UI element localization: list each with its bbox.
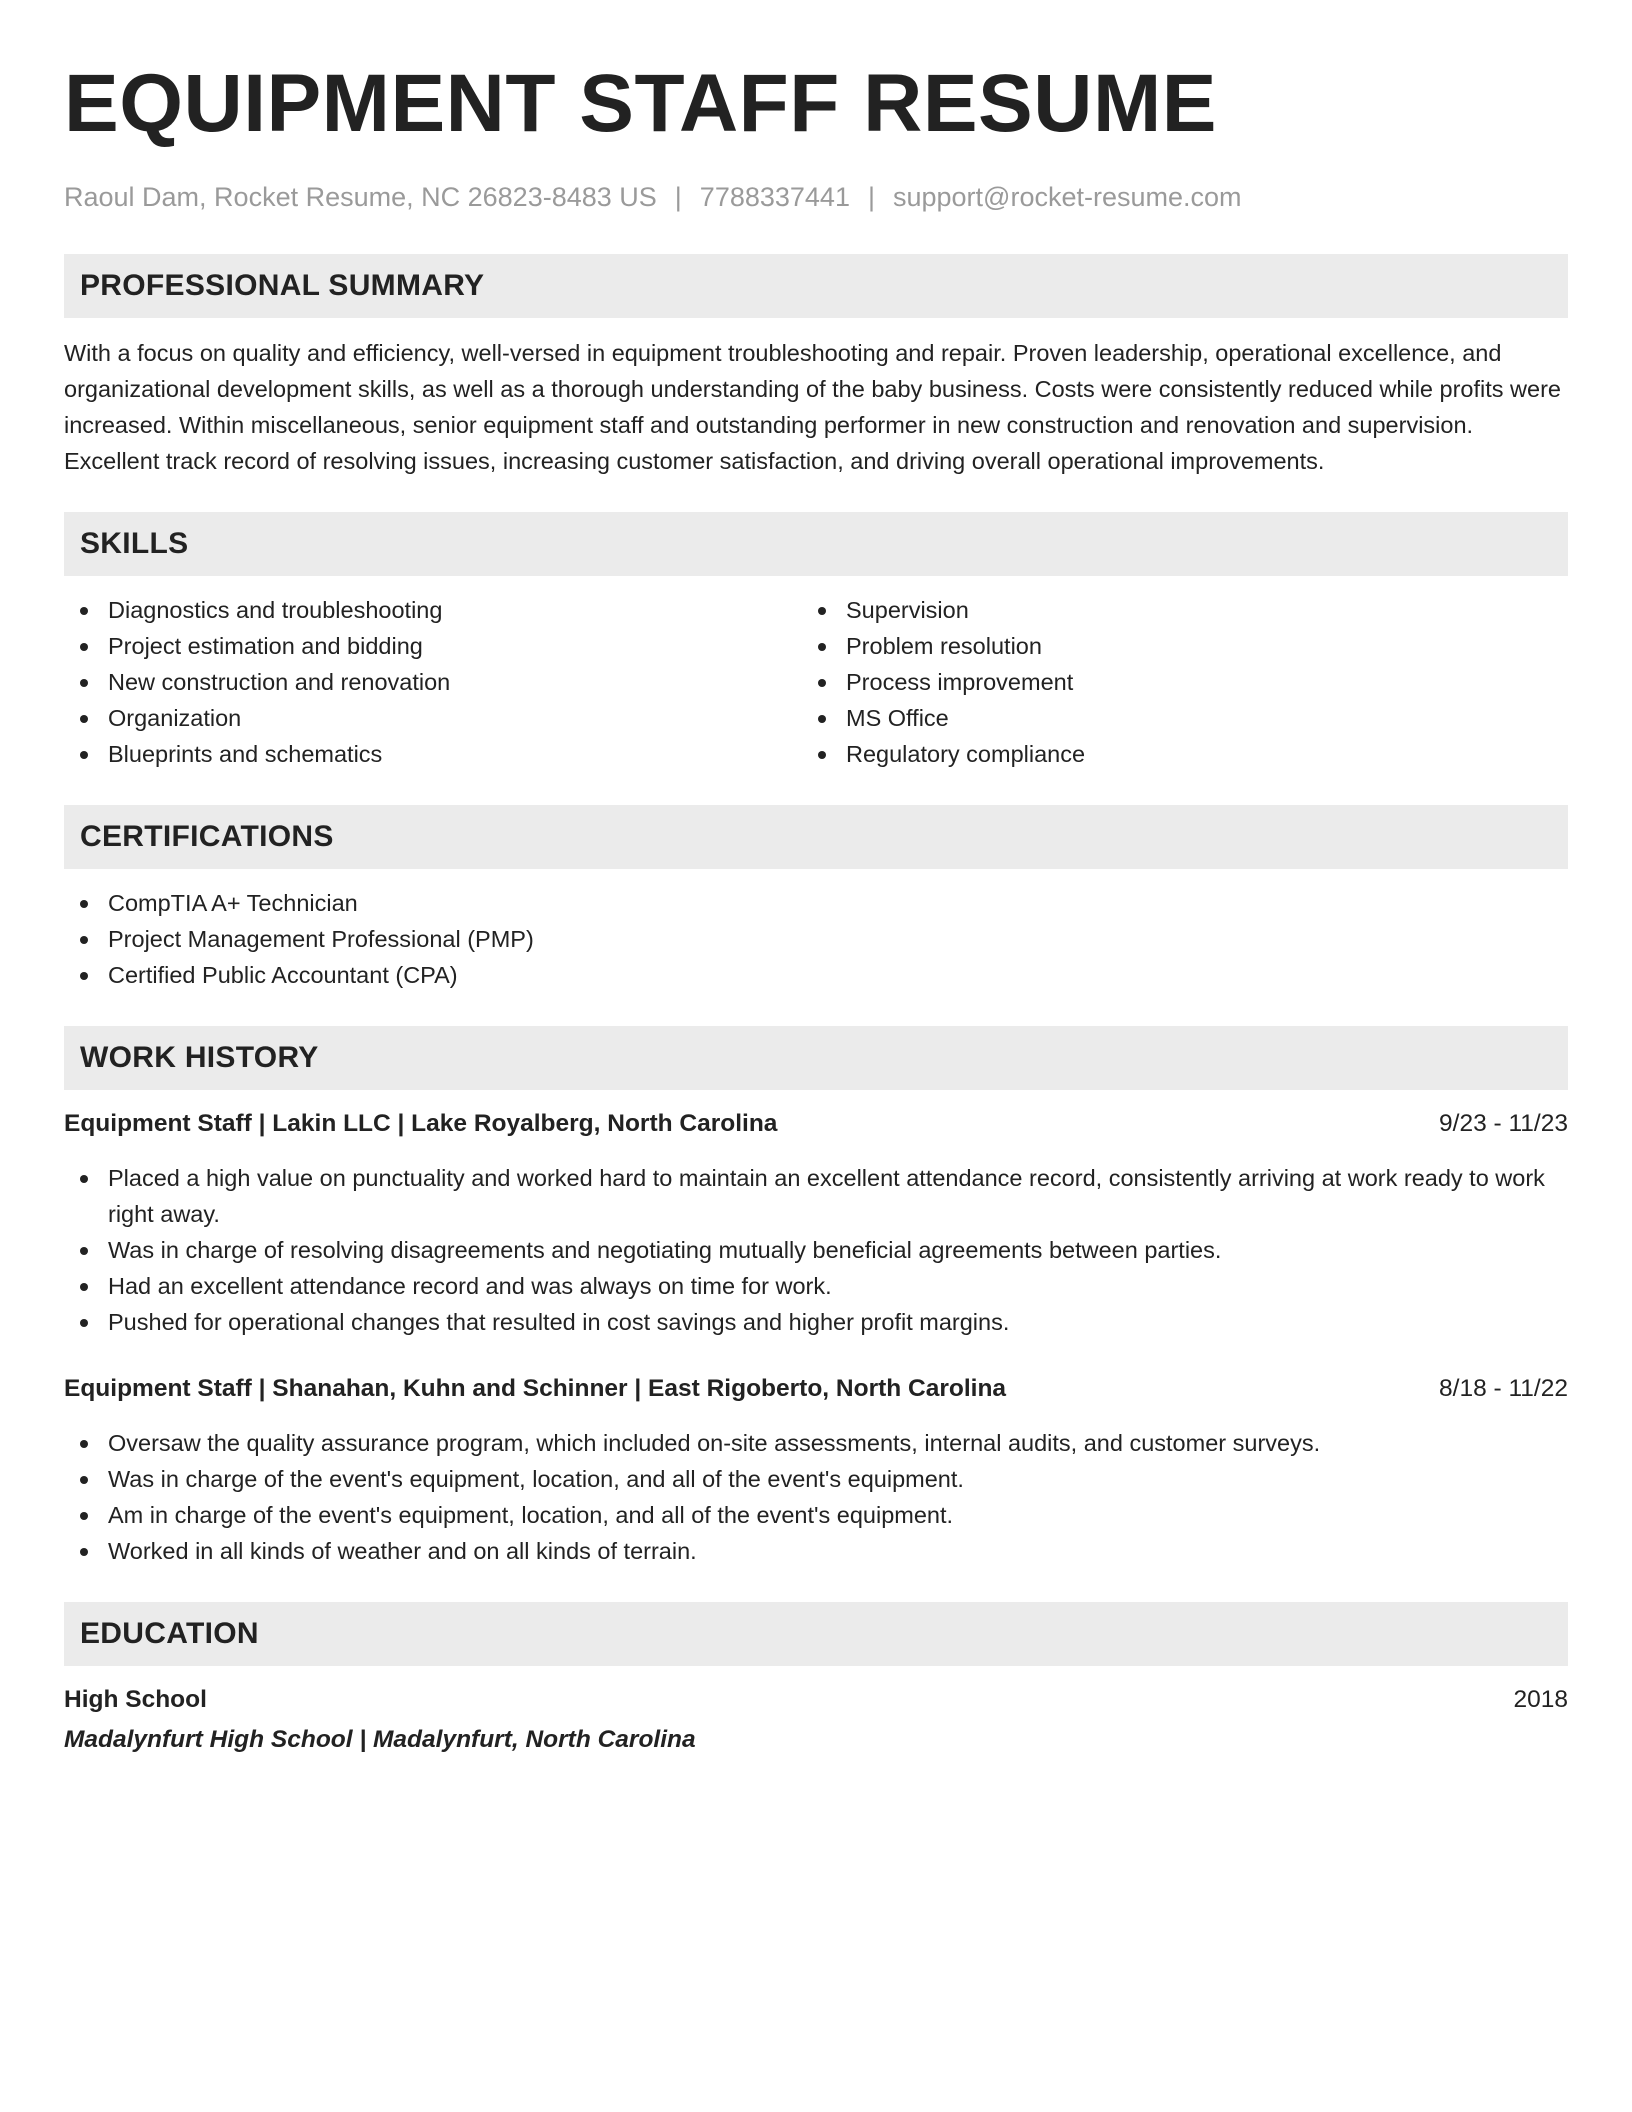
job-header	[64, 1106, 1568, 1142]
certifications-section	[64, 805, 1568, 993]
summary-heading: PROFESSIONAL SUMMARY	[64, 254, 1568, 318]
skill-item: Supervision	[802, 592, 1540, 628]
education-school: Madalynfurt High School | Madalynfurt, North Carolina	[64, 1726, 696, 1753]
contact-separator: |	[867, 182, 875, 212]
skill-item: New construction and renovation	[64, 664, 802, 700]
contact-phone: 7788337441	[699, 182, 850, 212]
certification-item: Certified Public Accountant (CPA)	[64, 957, 1568, 993]
skill-item: Blueprints and schematics	[64, 736, 802, 772]
skill-item: Regulatory compliance	[802, 736, 1540, 772]
contact-separator: |	[674, 182, 682, 212]
contact-address: Raoul Dam, Rocket Resume, NC 26823-8483 US	[64, 182, 657, 212]
job-title: Equipment Staff | Shanahan, Kuhn and Schinner | East Rigoberto, North Carolina	[64, 1375, 1007, 1402]
job-dates: 9/23 - 11/23	[1439, 1110, 1568, 1137]
education-header	[64, 1682, 1568, 1718]
job-bullet: Pushed for operational changes that resulted in cost savings and higher profit margins.	[64, 1304, 1568, 1340]
skill-item: MS Office	[802, 700, 1540, 736]
skills-grid	[64, 592, 1568, 772]
job-bullet: Was in charge of resolving disagreements and negotiating mutually beneficial agreements between parties.	[64, 1232, 1568, 1268]
job-entry	[64, 1371, 1568, 1569]
skill-item: Project estimation and bidding	[64, 628, 802, 664]
contact-line	[64, 180, 1568, 214]
work-history-section	[64, 1026, 1568, 1569]
skills-column-left	[64, 592, 802, 772]
skill-item: Process improvement	[802, 664, 1540, 700]
skills-section	[64, 512, 1568, 772]
job-bullet: Oversaw the quality assurance program, which included on-site assessments, internal audits, and customer surveys.	[64, 1425, 1568, 1461]
skill-item: Problem resolution	[802, 628, 1540, 664]
work-history-heading: WORK HISTORY	[64, 1026, 1568, 1090]
resume-title: EQUIPMENT STAFF RESUME	[64, 58, 1217, 149]
certifications-list	[64, 885, 1568, 993]
skills-column-right	[802, 592, 1540, 772]
job-bullet: Was in charge of the event's equipment, location, and all of the event's equipment.	[64, 1461, 1568, 1497]
job-bullet: Had an excellent attendance record and was always on time for work.	[64, 1268, 1568, 1304]
summary-text: With a focus on quality and efficiency, well-versed in equipment troubleshooting and repair. Proven leadership, operational excellence, and organizational development skills, as well as a thorough understanding of the baby business. Costs were consistently reduced while profits were increased. Within miscellaneous, senior equipment staff and outstanding performer in new construction and renovation and supervision. Excellent track record of resolving issues, increasing customer satisfaction, and driving overall operational improvements.	[64, 340, 1561, 474]
education-section	[64, 1602, 1568, 1758]
certification-item: CompTIA A+ Technician	[64, 885, 1568, 921]
job-bullets	[64, 1425, 1568, 1569]
education-heading: EDUCATION	[64, 1602, 1568, 1666]
job-bullet: Placed a high value on punctuality and worked hard to maintain an excellent attendance record, consistently arriving at work ready to work right away.	[64, 1160, 1568, 1232]
skill-item: Organization	[64, 700, 802, 736]
skills-heading: SKILLS	[64, 512, 1568, 576]
certifications-heading: CERTIFICATIONS	[64, 805, 1568, 869]
job-title: Equipment Staff | Lakin LLC | Lake Royalberg, North Carolina	[64, 1110, 778, 1137]
job-bullet: Am in charge of the event's equipment, location, and all of the event's equipment.	[64, 1497, 1568, 1533]
education-degree: High School	[64, 1686, 207, 1713]
education-year: 2018	[1513, 1686, 1568, 1713]
certification-item: Project Management Professional (PMP)	[64, 921, 1568, 957]
job-bullets	[64, 1160, 1568, 1340]
job-header	[64, 1371, 1568, 1407]
contact-email[interactable]: support@rocket-resume.com	[892, 182, 1242, 212]
job-bullet: Worked in all kinds of weather and on all kinds of terrain.	[64, 1533, 1568, 1569]
summary-section	[64, 254, 1568, 479]
job-dates: 8/18 - 11/22	[1439, 1375, 1568, 1402]
skill-item: Diagnostics and troubleshooting	[64, 592, 802, 628]
job-entry	[64, 1106, 1568, 1340]
